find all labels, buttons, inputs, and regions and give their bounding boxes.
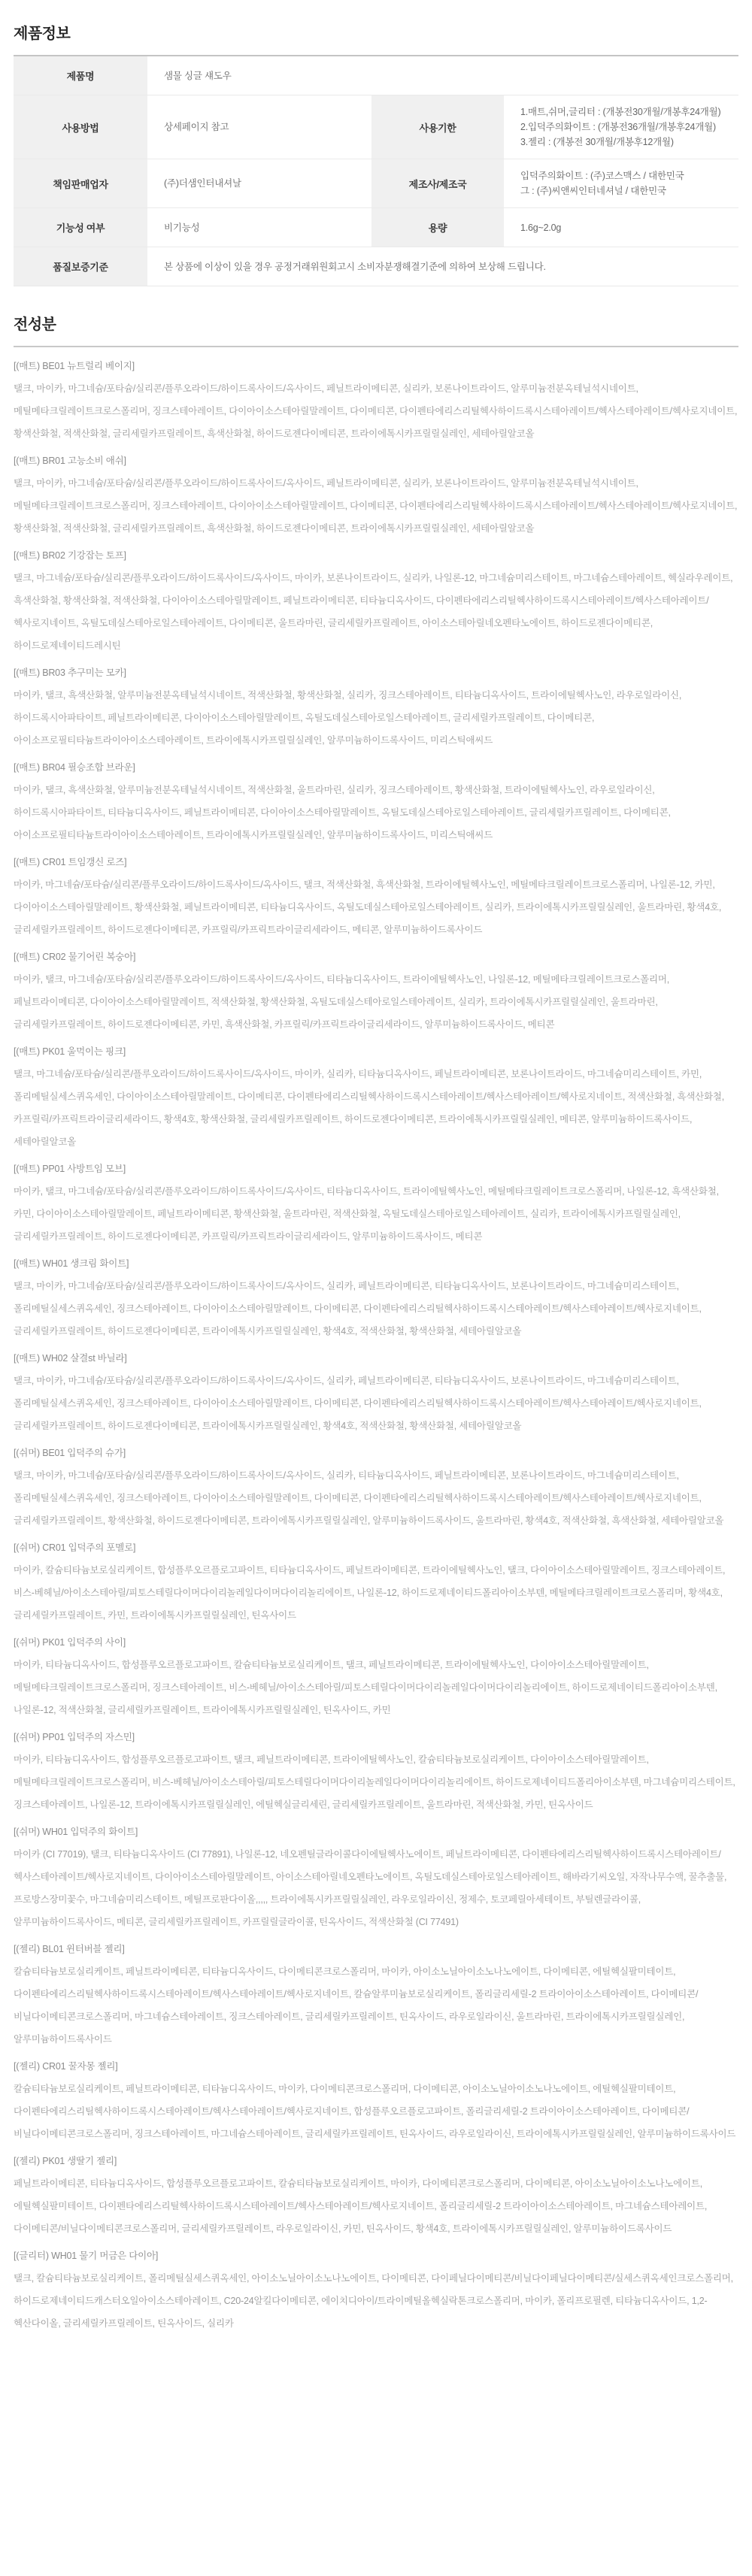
shade-name: [(젤리) BL01 윈터버블 젤리]	[14, 1944, 125, 1954]
ingredient-block	[14, 1821, 738, 1933]
expiry-label: 사용기한	[371, 95, 504, 159]
ingredient-block	[14, 1252, 738, 1342]
product-name-label: 제품명	[14, 56, 147, 95]
shade-name: [(쉬머) BE01 입덕주의 슈가]	[14, 1448, 126, 1458]
ingredient-text: 탤크, 마이카, 마그네슘/포타슘/실리콘/플루오라이드/하이드록사이드/옥사이드, 실리카, 티타늄디옥사이드, 페닐트라이메티콘, 보론나이트라이드, 마그네슘미리스테이트, 폴리메틸실세스퀴옥세인, 징크스테아레이트, 다이아이소스테아릴말레이트, 다이메티콘, 다이펜타에리스리틸헥사하이드록시스테아레이트/헥사스테아레이트/헥사로지네이트, 글리세릴카프릴레이트, 황색산화철, 하이드로젠다이메티콘, 트라이에톡시카프릴릴실레인, 알루미늄하이드록사이드, 울트라마린, 황색4호, 적색산화철, 흑색산화철, 세테아릴알코올	[14, 1470, 724, 1526]
ingredient-text: 칼슘티타늄보로실리케이트, 페닐트라이메티콘, 티타늄디옥사이드, 마이카, 다이메티콘크로스폴리머, 다이메티콘, 아이소노닐아이소노나노에이트, 에틸헥실팔미테이트, 다이펜타에리스리틸헥사하이드록시스테아레이트/헥사스테아레이트/헥사로지네이트, 합성플루오르플로고파이트, 폴리글리세릴-2 트라이아이소스테아레이트, 다이메티콘/비닐다이메티콘크로스폴리머, 징크스테아레이트, 마그네슘스테아레이트, 글리세릴카프릴레이트, 틴옥사이드, 라우로일라이신, 트라이에톡시카프릴릴실레인, 알루미늄하이드록사이드	[14, 2084, 736, 2139]
ingredient-text: 탤크, 칼슘티타늄보로실리케이트, 폴리메틸실세스퀴옥세인, 아이소노닐아이소노나노에이트, 다이메티콘, 다이페닐다이메티콘/비닐다이페닐다이메티콘/실세스퀴옥세인크로스폴리머, 하이드로제네이티드캐스터오일아이소스테아레이트, C20-24알킬다이메티콘, 에이치디아이/트라이메틸올헥실락톤크로스폴리머, 마이카, 폴리프로필렌, 티타늄디옥사이드, 1,2-헥산다이올, 글리세릴카프릴레이트, 틴옥사이드, 실리카	[14, 2273, 733, 2329]
shade-name: [(매트) CR02 물기어린 복숭아]	[14, 952, 136, 962]
shade-name: [(매트) BR03 추구미는 모카]	[14, 667, 126, 678]
ingredient-block	[14, 661, 738, 752]
volume-label: 용량	[371, 208, 504, 247]
ingredient-text: 탤크, 마그네슘/포타슘/실리콘/플루오라이드/하이드록사이드/옥사이드, 마이카, 실리카, 티타늄디옥사이드, 페닐트라이메티콘, 보론나이트라이드, 마그네슘미리스테이트, 카민, 폴리메틸실세스퀴옥세인, 다이아이소스테아릴말레이트, 다이메티콘, 다이펜타에리스리틸헥사하이드록시스테아레이트/헥사스테아레이트/헥사로지네이트, 적색산화철, 흑색산화철, 카프릴릭/카프릭트라이글리세라이드, 황색4호, 황색산화철, 글리세릴카프릴레이트, 하이드로젠다이메티콘, 트라이에톡시카프릴릴실레인, 메티콘, 알루미늄하이드록사이드, 세테아릴알코올	[14, 1069, 725, 1147]
ingredient-block	[14, 1938, 738, 2051]
ingredient-text: 탤크, 마그네슘/포타슘/실리콘/플루오라이드/하이드록사이드/옥사이드, 마이카, 보론나이트라이드, 실리카, 나일론-12, 마그네슘미리스테이트, 마그네슘스테아레이트, 헥실라우레이트, 흑색산화철, 황색산화철, 적색산화철, 다이아이소스테아릴말레이트, 페닐트라이메티콘, 티타늄디옥사이드, 다이펜타에리스리틸헥사하이드록시스테아레이트/헥사스테아레이트/헥사로지네이트, 옥틸도데실스테아로일스테아레이트, 다이메티콘, 울트라마린, 글리세릴카프릴레이트, 아이소스테아릴네오펜타노에이트, 하이드로젠다이메티콘, 하이드로제네이티드레시틴	[14, 573, 733, 651]
ingredient-block	[14, 2245, 738, 2335]
ingredient-block	[14, 1442, 738, 1532]
ingredient-text: 마이카, 탤크, 마그네슘/포타슘/실리콘/플루오라이드/하이드록사이드/옥사이드, 티타늄디옥사이드, 트라이에틸헥사노인, 나일론-12, 메틸메타크릴레이트크로스폴리머, 페닐트라이메티콘, 다이아이소스테아릴말레이트, 적색산화철, 황색산화철, 옥틸도데실스테아로일스테아레이트, 실리카, 트라이에톡시카프릴릴실레인, 울트라마린, 글리세릴카프릴레이트, 하이드로젠다이메티콘, 카민, 흑색산화철, 카프릴릭/카프릭트라이글리세라이드, 알루미늄하이드록사이드, 메티콘	[14, 974, 670, 1030]
shade-name: [(매트) PK01 울먹이는 핑크]	[14, 1046, 126, 1057]
shade-name: [(매트) BR01 고능소비 애쉬]	[14, 456, 126, 466]
shade-name: [(매트) WH01 생크림 화이트]	[14, 1258, 129, 1269]
ingredient-text: 탤크, 마이카, 마그네슘/포타슘/실리콘/플루오라이드/하이드록사이드/옥사이드, 페닐트라이메티콘, 실리카, 보론나이트라이드, 알루미늄전분옥테닐석시네이트, 메틸메타크릴레이트크로스폴리머, 징크스테아레이트, 다이아이소스테아릴말레이트, 다이메티콘, 다이펜타에리스리틸헥사하이드록시스테아레이트/헥사스테아레이트/헥사로지네이트, 황색산화철, 적색산화철, 글리세릴카프릴레이트, 흑색산화철, 하이드로젠다이메티콘, 트라이에톡시카프릴릴실레인, 세테아릴알코올	[14, 383, 738, 439]
ingredient-block	[14, 450, 738, 540]
ingredient-text: 페닐트라이메티콘, 티타늄디옥사이드, 합성플루오르플로고파이트, 칼슘티타늄보로실리케이트, 마이카, 다이메티콘크로스폴리머, 다이메티콘, 아이소노닐아이소노나노에이트, 에틸헥실팔미테이트, 다이펜타에리스리틸헥사하이드록시스테아레이트/헥사스테아레이트/헥사로지네이트, 폴리글리세릴-2 트라이아이소스테아레이트, 마그네슘스테아레이트, 다이메티콘/비닐다이메티콘크로스폴리머, 글리세릴카프릴레이트, 라우로일라이신, 카민, 틴옥사이드, 황색4호, 트라이에톡시카프릴릴실레인, 알루미늄하이드록사이드	[14, 2178, 708, 2234]
ingredient-block	[14, 355, 738, 445]
ingredient-block	[14, 1158, 738, 1248]
shade-name: [(글리터) WH01 물기 머금은 다이아]	[14, 2251, 159, 2261]
ingredient-text: 마이카, 칼슘티타늄보로실리케이트, 합성플루오르플로고파이트, 티타늄디옥사이드, 페닐트라이메티콘, 트라이에틸헥사노인, 탤크, 다이아이소스테아릴말레이트, 징크스테아레이트, 비스-베헤닐/아이소스테아릴/피토스테릴다이머다이리놀레일다이머다이리놀리에이트, 나일론-12, 하이드로제네이티드폴리아이소부텐, 메틸메타크릴레이트크로스폴리머, 황색4호, 글리세릴카프릴레이트, 카민, 트라이에톡시카프릴릴실레인, 틴옥사이드	[14, 1565, 726, 1621]
seller-value: (주)더샘인터내셔날	[164, 178, 241, 189]
usage-value: 상세페이지 참고	[164, 122, 229, 132]
shade-name: [(매트) BE01 뉴트럴리 베이지]	[14, 361, 135, 371]
ingredient-block	[14, 2055, 738, 2145]
manufacturer-label: 제조사/제조국	[371, 159, 504, 207]
shade-name: [(매트) CR01 트임갱신 로즈]	[14, 857, 127, 867]
table-row-seller-manufacturer	[14, 159, 738, 208]
ingredients-title: 전성분	[14, 316, 56, 333]
manufacturer-value: 입덕주의화이트 : (주)코스맥스 / 대한민국 그 : (주)씨앤씨인터네셔널 / 대한민국	[520, 171, 684, 196]
table-row-product-name	[14, 56, 738, 95]
shade-name: [(젤리) CR01 꿀자몽 젤리]	[14, 2061, 118, 2072]
ingredient-block	[14, 2150, 738, 2240]
product-info-title: 제품정보	[14, 26, 71, 42]
ingredient-list	[14, 355, 738, 2335]
ingredient-text: 마이카, 탤크, 흑색산화철, 알루미늄전분옥테닐석시네이트, 적색산화철, 황색산화철, 실리카, 징크스테아레이트, 티타늄디옥사이드, 트라이에틸헥사노인, 라우로일라이신, 하이드록시아파타이트, 페닐트라이메티콘, 다이아이소스테아릴말레이트, 옥틸도데실스테아로일스테아레이트, 글리세릴카프릴레이트, 다이메티콘, 아이소프로필티타늄트라이아이소스테아레이트, 트라이에톡시카프릴릴실레인, 알루미늄하이드록사이드, 미리스틱애씨드	[14, 690, 682, 746]
table-row-warranty	[14, 247, 738, 286]
ingredient-text: 탤크, 마이카, 마그네슘/포타슘/실리콘/플루오라이드/하이드록사이드/옥사이드, 페닐트라이메티콘, 실리카, 보론나이트라이드, 알루미늄전분옥테닐석시네이트, 메틸메타크릴레이트크로스폴리머, 징크스테아레이트, 다이아이소스테아릴말레이트, 다이메티콘, 다이펜타에리스리틸헥사하이드록시스테아레이트/헥사스테아레이트/헥사로지네이트, 황색산화철, 적색산화철, 글리세릴카프릴레이트, 흑색산화철, 하이드로젠다이메티콘, 트라이에톡시카프릴릴실레인, 세테아릴알코올	[14, 478, 738, 534]
shade-name: [(매트) WH02 살결st 바닐라]	[14, 1353, 127, 1364]
usage-label: 사용방법	[14, 95, 147, 159]
ingredient-text: 마이카, 탤크, 마그네슘/포타슘/실리콘/플루오라이드/하이드록사이드/옥사이드, 티타늄디옥사이드, 트라이에틸헥사노인, 메틸메타크릴레이트크로스폴리머, 나일론-12, 흑색산화철, 카민, 다이아이소스테아릴말레이트, 페닐트라이메티콘, 황색산화철, 울트라마린, 적색산화철, 옥틸도데실스테아로일스테아레이트, 실리카, 트라이에톡시카프릴릴실레인, 글리세릴카프릴레이트, 하이드로젠다이메티콘, 카프릴릭/카프릭트라이글리세라이드, 알루미늄하이드록사이드, 메티콘	[14, 1186, 719, 1242]
ingredient-text: 마이카, 티타늄디옥사이드, 합성플루오르플로고파이트, 칼슘티타늄보로실리케이트, 탤크, 페닐트라이메티콘, 트라이에틸헥사노인, 다이아이소스테아릴말레이트, 메틸메타크릴레이트크로스폴리머, 징크스테아레이트, 비스-베헤닐/아이소스테아릴/피토스테릴다이머다이리놀레일다이머다이리놀리에이트, 하이드로제네이티드폴리아이소부텐, 나일론-12, 적색산화철, 글리세릴카프릴레이트, 트라이에톡시카프릴릴실레인, 틴옥사이드, 카민	[14, 1660, 717, 1715]
table-row-functional-volume	[14, 208, 738, 247]
ingredient-block	[14, 544, 738, 657]
table-row-usage-expiry	[14, 95, 738, 159]
ingredient-text: 마이카 (CI 77019), 탤크, 티타늄디옥사이드 (CI 77891), 나일론-12, 네오펜틸글라이콜다이에틸헥사노에이트, 페닐트라이메티콘, 다이펜타에리스리틸헥사하이드록시스테아레이트/헥사스테아레이트/헥사로지네이트, 다이아이소스테아릴말레이트, 아이소스테아릴네오펜타노에이트, 옥틸도데실스테아로일스테아레이트, 해바라기씨오일, 자작나무수액, 꿀추출물, 프로방스장미꽃수, 마그네슘미리스테이트, 메틸프로판다이올,,,,, 트라이에톡시카프릴릴실레인, 라우로일라이신, 정제수, 토코페릴아세테이트, 부틸렌글라이콜, 알루미늄하이드록사이드, 메티콘, 글리세릴카프릴레이트, 카프릴릴글라이콜, 틴옥사이드, 적색산화철 (CI 77491)	[14, 1849, 727, 1927]
shade-name: [(쉬머) PK01 입덕주의 사이]	[14, 1637, 126, 1648]
ingredient-block	[14, 1726, 738, 1816]
ingredient-text: 칼슘티타늄보로실리케이트, 페닐트라이메티콘, 티타늄디옥사이드, 다이메티콘크로스폴리머, 마이카, 아이소노닐아이소노나노에이트, 다이메티콘, 에틸헥실팔미테이트, 다이펜타에리스리틸헥사하이드록시스테아레이트/헥사스테아레이트/헥사로지네이트, 칼슘알루미늄보로실리케이트, 폴리글리세릴-2 트라이아이소스테아레이트, 다이메티콘/비닐다이메티콘크로스폴리머, 마그네슘스테아레이트, 징크스테아레이트, 글리세릴카프릴레이트, 틴옥사이드, 라우로일라이신, 울트라마린, 트라이에톡시카프릴릴실레인, 알루미늄하이드록사이드	[14, 1966, 699, 2045]
ingredient-text: 탤크, 마이카, 마그네슘/포타슘/실리콘/플루오라이드/하이드록사이드/옥사이드, 실리카, 페닐트라이메티콘, 티타늄디옥사이드, 보론나이트라이드, 마그네슘미리스테이트, 폴리메틸실세스퀴옥세인, 징크스테아레이트, 다이아이소스테아릴말레이트, 다이메티콘, 다이펜타에리스리틸헥사하이드록시스테아레이트/헥사스테아레이트/헥사로지네이트, 글리세릴카프릴레이트, 하이드로젠다이메티콘, 트라이에톡시카프릴릴실레인, 황색4호, 적색산화철, 황색산화철, 세테아릴알코올	[14, 1281, 702, 1336]
shade-name: [(젤리) PK01 생딸기 젤리]	[14, 2156, 117, 2166]
functional-value: 비기능성	[164, 222, 200, 233]
ingredient-block	[14, 946, 738, 1036]
product-name-value: 샘물 싱글 섀도우	[164, 70, 232, 81]
product-info-table	[14, 55, 738, 286]
ingredient-block	[14, 1631, 738, 1721]
seller-label: 책임판매업자	[14, 159, 147, 207]
ingredient-text: 마이카, 마그네슘/포타슘/실리콘/플루오라이드/하이드록사이드/옥사이드, 탤크, 적색산화철, 흑색산화철, 트라이에틸헥사노인, 메틸메타크릴레이트크로스폴리머, 나일론-12, 카민, 다이아이소스테아릴말레이트, 황색산화철, 페닐트라이메티콘, 티타늄디옥사이드, 옥틸도데실스테아로일스테아레이트, 실리카, 트라이에톡시카프릴릴실레인, 울트라마린, 황색4호, 글리세릴카프릴레이트, 하이드로젠다이메티콘, 카프릴릭/카프릭트라이글리세라이드, 메티콘, 알루미늄하이드록사이드	[14, 879, 722, 935]
ingredient-block	[14, 1536, 738, 1627]
volume-value: 1.6g~2.0g	[520, 222, 562, 233]
ingredient-block	[14, 851, 738, 941]
ingredient-block	[14, 756, 738, 846]
shade-name: [(쉬머) WH01 입덕주의 화이트]	[14, 1827, 138, 1837]
ingredient-text: 마이카, 탤크, 흑색산화철, 알루미늄전분옥테닐석시네이트, 적색산화철, 울트라마린, 실리카, 징크스테아레이트, 황색산화철, 트라이에틸헥사노인, 라우로일라이신, 하이드록시아파타이트, 티타늄디옥사이드, 페닐트라이메티콘, 다이아이소스테아릴말레이트, 옥틸도데실스테아로일스테아레이트, 글리세릴카프릴레이트, 다이메티콘, 아이소프로필티타늄트라이아이소스테아레이트, 트라이에톡시카프릴릴실레인, 알루미늄하이드록사이드, 미리스틱애씨드	[14, 785, 671, 840]
shade-name: [(매트) BR02 기강잡는 토프]	[14, 550, 126, 561]
warranty-label: 품질보증기준	[14, 247, 147, 286]
shade-name: [(쉬머) PP01 입덕주의 자스민]	[14, 1732, 135, 1742]
expiry-value: 1.매트,쉬머,글리터 : (개봉전30개월/개봉후24개월) 2.입덕주의화이트 : (개봉전36개월/개봉후24개월) 3.젤리 : (개봉전 30개월/개봉후12개월)	[520, 107, 721, 147]
ingredients-divider	[14, 346, 738, 347]
shade-name: [(쉬머) CR01 입덕주의 포멜로]	[14, 1542, 136, 1553]
functional-label: 기능성 여부	[14, 208, 147, 247]
ingredient-block	[14, 1040, 738, 1153]
shade-name: [(매트) PP01 사방트임 모브]	[14, 1164, 126, 1174]
warranty-value: 본 상품에 이상이 있을 경우 공정거래위원회고시 소비자분쟁해결기준에 의하여 보상해 드립니다.	[164, 261, 546, 272]
shade-name: [(매트) BR04 필승조합 브라운]	[14, 762, 135, 773]
ingredient-text: 마이카, 티타늄디옥사이드, 합성플루오르플로고파이트, 탤크, 페닐트라이메티콘, 트라이에틸헥사노인, 칼슘티타늄보로실리케이트, 다이아이소스테아릴말레이트, 메틸메타크릴레이트크로스폴리머, 비스-베헤닐/아이소스테아릴/피토스테릴다이머다이리놀레일다이머다이리놀리에이트, 하이드로제네이티드폴리아이소부텐, 마그네슘미리스테이트, 징크스테아레이트, 나일론-12, 트라이에톡시카프릴릴실레인, 에틸헥실글리세린, 글리세릴카프릴레이트, 울트라마린, 적색산화철, 카민, 틴옥사이드	[14, 1754, 735, 1810]
ingredient-text: 탤크, 마이카, 마그네슘/포타슘/실리콘/플루오라이드/하이드록사이드/옥사이드, 실리카, 페닐트라이메티콘, 티타늄디옥사이드, 보론나이트라이드, 마그네슘미리스테이트, 폴리메틸실세스퀴옥세인, 징크스테아레이트, 다이아이소스테아릴말레이트, 다이메티콘, 다이펜타에리스리틸헥사하이드록시스테아레이트/헥사스테아레이트/헥사로지네이트, 글리세릴카프릴레이트, 하이드로젠다이메티콘, 트라이에톡시카프릴릴실레인, 황색4호, 적색산화철, 황색산화철, 세테아릴알코올	[14, 1376, 702, 1431]
ingredient-block	[14, 1347, 738, 1437]
